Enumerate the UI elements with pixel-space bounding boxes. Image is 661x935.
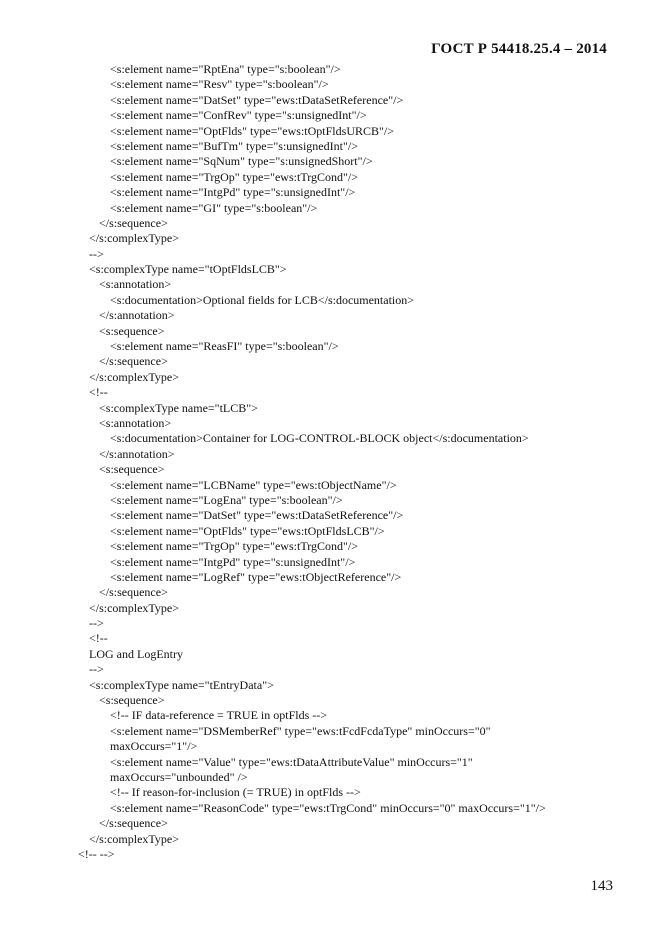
code-line: <!-- — [89, 631, 108, 646]
code-line: <!-- --> — [78, 846, 115, 861]
code-line: <s:sequence> — [99, 462, 165, 477]
code-line: </s:annotation> — [99, 446, 175, 461]
code-line: </s:complexType> — [89, 231, 180, 246]
code-line: <s:annotation> — [99, 277, 172, 292]
code-line: </s:annotation> — [99, 308, 175, 323]
code-line: <s:annotation> — [99, 415, 172, 430]
document-header: ГОСТ Р 54418.25.4 – 2014 — [431, 41, 607, 57]
code-line: <!-- If reason-for-inclusion (= TRUE) in optFlds --> — [110, 785, 361, 800]
code-line: <s:element name="LogEna" type="s:boolean"/> — [110, 492, 343, 507]
code-line: <!-- — [89, 385, 108, 400]
code-line: <!-- IF data-reference = TRUE in optFlds --> — [110, 708, 328, 723]
code-line: <s:element name="TrgOp" type="ews:tTrgCond"/> — [110, 539, 359, 554]
code-line: <s:complexType name="tEntryData"> — [89, 677, 274, 692]
code-line: </s:sequence> — [99, 585, 168, 600]
code-line: <s:element name="ReasFI" type="s:boolean"/> — [110, 339, 339, 354]
code-line: <s:element name="RptEna" type="s:boolean"/> — [110, 62, 341, 76]
code-line: <s:documentation>Container for LOG-CONTROL-BLOCK object</s:documentation> — [110, 431, 529, 446]
code-line: LOG and LogEntry — [89, 646, 183, 661]
code-line: <s:documentation>Optional fields for LCB</s:documentation> — [110, 292, 415, 307]
code-line: <s:element name="DatSet" type="ews:tDataSetReference"/> — [110, 92, 404, 107]
code-line: <s:element name="DatSet" type="ews:tDataSetReference"/> — [110, 508, 404, 523]
code-line: maxOccurs="unbounded" /> — [110, 769, 248, 784]
code-line: <s:sequence> — [99, 323, 165, 338]
code-line: <s:element name="OptFlds" type="ews:tOptFldsURCB"/> — [110, 123, 394, 138]
code-line: <s:element name="IntgPd" type="s:unsignedInt"/> — [110, 185, 356, 200]
code-line: <s:element name="LCBName" type="ews:tObjectName"/> — [110, 477, 397, 492]
code-line: </s:sequence> — [99, 354, 168, 369]
code-line: <s:complexType name="tLCB"> — [99, 400, 258, 415]
code-line: <s:element name="IntgPd" type="s:unsignedInt"/> — [110, 554, 356, 569]
code-line: --> — [89, 616, 104, 631]
page-number: 143 — [590, 878, 613, 894]
code-line: <s:sequence> — [99, 693, 165, 708]
code-line: <s:element name="SqNum" type="s:unsignedShort"/> — [110, 154, 373, 169]
code-line: </s:complexType> — [89, 369, 180, 384]
code-line: <s:element name="ReasonCode" type="ews:tTrgCond" minOccurs="0" maxOccurs="1"/> — [110, 800, 546, 815]
code-line: </s:complexType> — [89, 831, 180, 846]
code-line: --> — [89, 662, 104, 677]
xml-code-listing — [0, 62, 661, 862]
code-line: <s:element name="LogRef" type="ews:tObjectReference"/> — [110, 569, 402, 584]
code-line: </s:sequence> — [99, 215, 168, 230]
code-line: </s:complexType> — [89, 600, 180, 615]
code-line: <s:element name="Value" type="ews:tDataAttributeValue" minOccurs="1" — [110, 754, 473, 769]
code-line: <s:element name="ConfRev" type="s:unsignedInt"/> — [110, 108, 367, 123]
code-line: <s:complexType name="tOptFldsLCB"> — [89, 262, 287, 277]
code-line: <s:element name="DSMemberRef" type="ews:tFcdFcdaType" minOccurs="0" — [110, 723, 491, 738]
code-line: </s:sequence> — [99, 816, 168, 831]
code-line: <s:element name="TrgOp" type="ews:tTrgCond"/> — [110, 169, 359, 184]
code-line: <s:element name="Resv" type="s:boolean"/> — [110, 77, 329, 92]
code-line: --> — [89, 246, 104, 261]
code-line: maxOccurs="1"/> — [110, 739, 198, 754]
code-line: <s:element name="OptFlds" type="ews:tOptFldsLCB"/> — [110, 523, 385, 538]
code-line: <s:element name="BufTm" type="s:unsignedInt"/> — [110, 138, 358, 153]
code-line: <s:element name="GI" type="s:boolean"/> — [110, 200, 318, 215]
